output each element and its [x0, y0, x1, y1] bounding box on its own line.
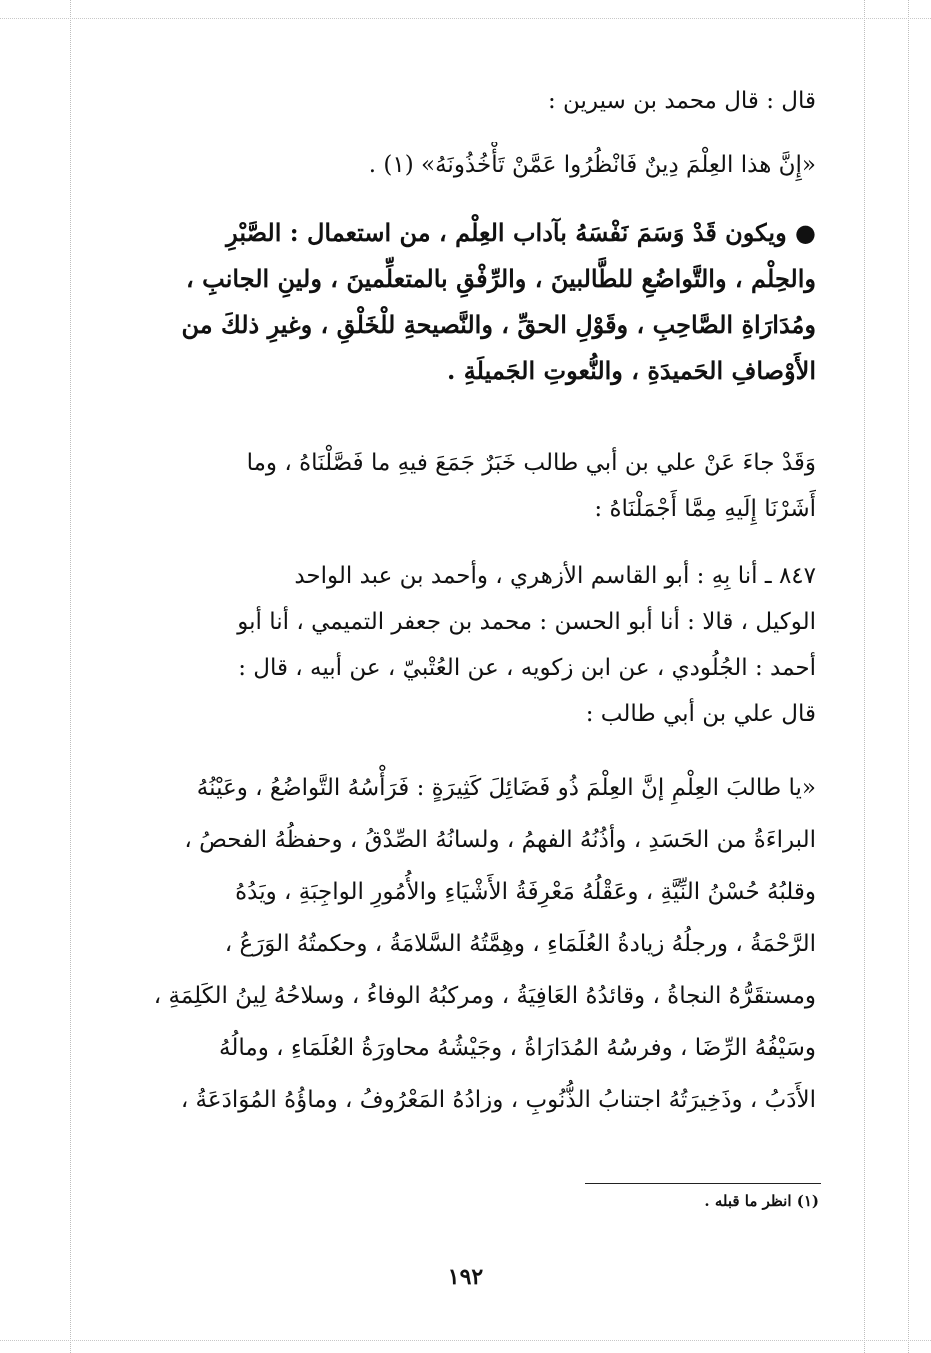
scan-guide-line [908, 0, 909, 1353]
text-line: ومُدَارَاةِ الصَّاحِبِ ، وقَوْلِ الحقِّ ، والنَّصيحةِ للْخَلْقِ ، وغيرِ ذلكَ من [181, 310, 816, 339]
text-line: وقلبُهُ حُسْنُ النِّيَّةِ ، وعَقْلُهُ مَعْرِفَةُ الأَشْيَاءِ والأُمُورِ الواجِبَةِ ، ويَدُهُ [235, 879, 816, 905]
text-line: الوكيل ، قالا : أنا أبو الحسن : محمد بن جعفر التميمي ، أنا أبو [237, 609, 816, 635]
text-line: «يا طالبَ العِلْمِ إنَّ العِلْمَ ذُو فَضَائِلَ كَثِيرَةٍ : فَرَأْسُهُ التَّواضُعُ ، وعَيْنُهُ [196, 775, 816, 801]
opening-paragraph [78, 78, 816, 188]
text-line: الرَّحْمَةُ ، ورجلُهُ زيادةُ العُلَمَاءِ ، وهِمَّتُهُ السَّلامَةُ ، وحكمتُهُ الوَرَعُ ، [224, 931, 816, 957]
page-number: ١٩٢ [447, 1264, 484, 1290]
scan-guide-line [70, 0, 71, 1353]
text-line: الأَدَبُ ، وذَخِيرَتُهُ اجتنابُ الذُّنُوبِ ، وزادُهُ المَعْرُوفُ ، وماؤُهُ المُوَادَعَةُ ، [180, 1087, 816, 1113]
text-line: وسَيْفُهُ الرِّضَا ، وفرسُهُ المُدَارَاةُ ، وجَيْشُهُ محاورَةُ العُلَمَاءِ ، ومالُهُ [219, 1035, 816, 1061]
text-line: الأَوْصافِ الحَميدَةِ ، والنُّعوتِ الجَميلَةِ . [447, 356, 816, 385]
footnote-divider [585, 1183, 821, 1184]
footnote: (١) انظر ما قبله . [704, 1192, 819, 1210]
text-line: ● ويكون قَدْ وَسَمَ نَفْسَهُ بآداب العِلْم ، من استعمال : الصَّبْرِ [226, 218, 816, 247]
scan-guide-line [0, 1340, 931, 1341]
text-line: أحمد : الجُلُودي ، عن ابن زكويه ، عن العُتْبيّ ، عن أبيه ، قال : [238, 655, 816, 681]
ali-intro-paragraph [78, 440, 816, 532]
scan-guide-line [864, 0, 865, 1353]
text-line: قال : قال محمد بن سيرين : [547, 88, 816, 114]
adab-paragraph [78, 210, 816, 394]
text-line: البراءَةُ من الحَسَدِ ، وأذُنُهُ الفهمُ ، ولسانُهُ الصِّدْقُ ، وحفظُهُ الفحصُ ، [184, 827, 816, 853]
text-line: ٨٤٧ ـ أنا بِهِ : أبو القاسم الأزهري ، وأحمد بن عبد الواحد [294, 563, 816, 589]
text-line: قال علي بن أبي طالب : [585, 701, 816, 727]
text-line: ومستقَرُّهُ النجاةُ ، وقائدُهُ العَافِيَةُ ، ومركبُهُ الوفاءُ ، وسلاحُهُ لِينُ الكَلِمَةِ ، [153, 983, 816, 1009]
scan-guide-line [0, 18, 931, 19]
text-line: والحِلْم ، والتَّواضُعِ للطَّالبينَ ، والرِّفْقِ بالمتعلِّمينَ ، ولينِ الجانبِ ، [186, 264, 816, 293]
ali-quote-paragraph [78, 762, 816, 1126]
narration-847 [78, 553, 816, 737]
text-line: أَشَرْنَا إِلَيهِ مِمَّا أَجْمَلْنَاهُ : [594, 496, 816, 522]
text-line: وَقَدْ جاءَ عَنْ علي بن أبي طالب خَبَرٌ جَمَعَ فيهِ ما فَصَّلْنَاهُ ، وما [246, 450, 816, 476]
quote-line: «إِنَّ هذا العِلْمَ دِينٌ فَانْظُرُوا عَمَّنْ تَأْخُذُونَهُ» (١) . [368, 152, 816, 178]
